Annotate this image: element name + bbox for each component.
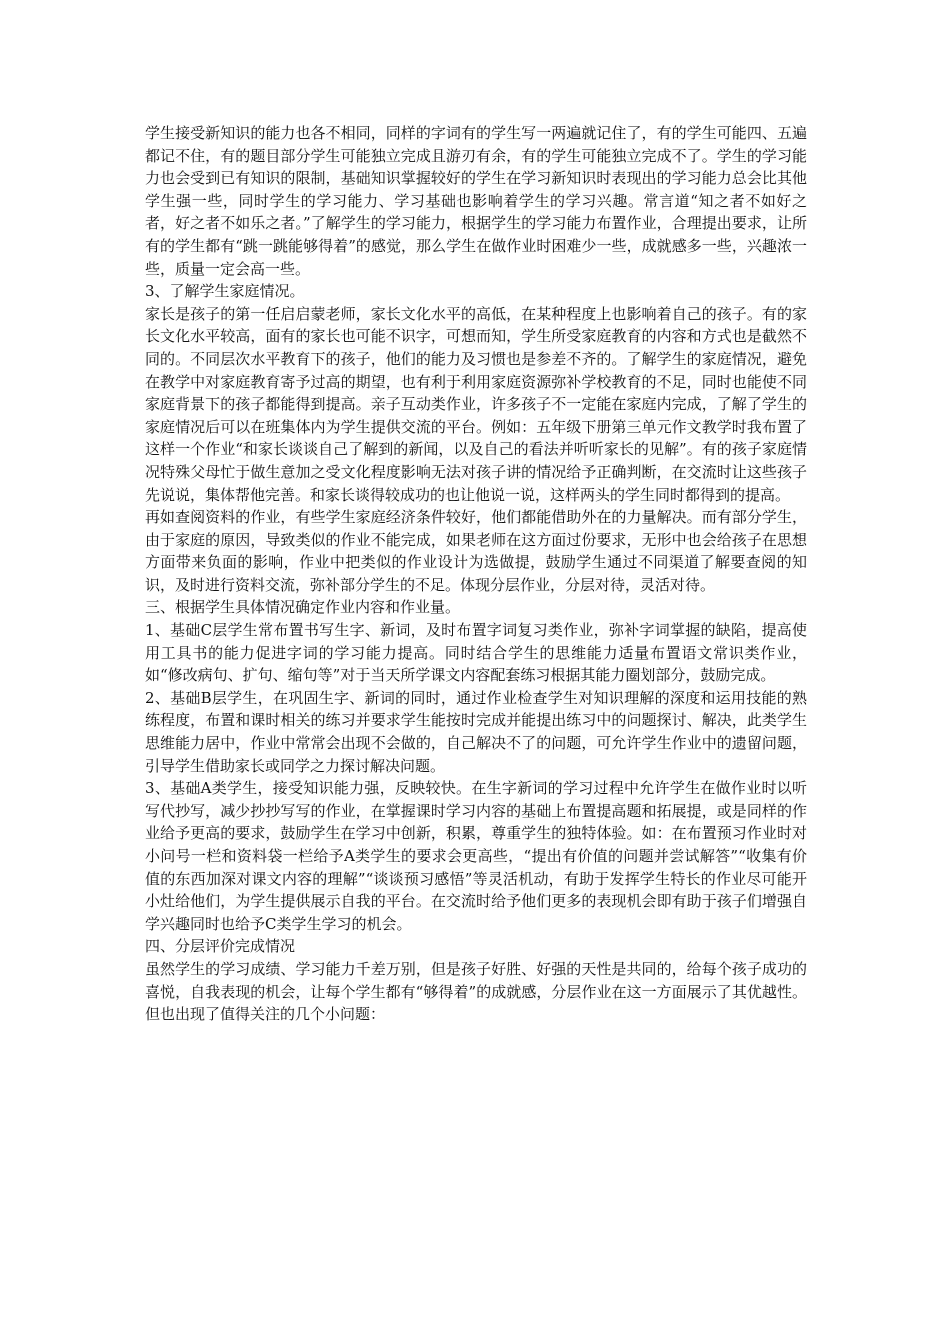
section-heading-three: 三、根据学生具体情况确定作业内容和作业量。 — [145, 598, 461, 617]
heading-family-situation: 3、了解学生家庭情况。 — [145, 282, 305, 301]
paragraph-research-homework: 再如查阅资料的作业，有些学生家庭经济条件较好，他们都能借助外在的力量解决。而有部分学生，由于家庭的原因，导致类似的作业不能完成，如果老师在这方面过份要求，无形中也会给孩子在思想方面带来负面的影响，作业中把类似的作业设计为选做提，鼓励学生通过不同渠道了解要查阅的知识，及时进行资料交流，弥补部分学生的不足。体现分层作业，分层对待，灵活对待。 — [145, 508, 807, 594]
paragraph-learning-ability: 学生接受新知识的能力也各不相同，同样的字词有的学生写一两遍就记住了，有的学生可能四、五遍都记不住，有的题目部分学生可能独立完成且游刃有余，有的学生可能独立完成不了。学生的学习能力也会受到已有知识的限制，基础知识掌握较好的学生在学习新知识时表现出的学习能力总会比其他学生强一些，同时学生的学习能力、学习基础也影响着学生的学习兴趣。常言道“知之者不如好之者，好之者不如乐之者。”了解学生的学习能力，根据学生的学习能力布置作业，合理提出要求，让所有的学生都有“跳一跳能够得着”的感觉，那么学生在做作业时困难少一些，成就感多一些，兴趣浓一些，质量一定会高一些。 — [145, 124, 807, 278]
paragraph-level-c: 1、基础C层学生常布置书写生字、新词，及时布置字词复习类作业，弥补字词掌握的缺陷，提高使用工具书的能力促进字词的学习能力提高。同时结合学生的思维能力适量布置语文常识类作业，如“修改病句、扩句、缩句等”对于当天所学课文内容配套练习根据其能力圈划部分，鼓励完成。 — [145, 621, 807, 685]
paragraph-parents: 家长是孩子的第一任启启蒙老师，家长文化水平的高低，在某种程度上也影响着自己的孩子。有的家长文化水平较高，面有的家长也可能不识字，可想而知，学生所受家庭教育的内容和方式也是截然不同的。不同层次水平教育下的孩子，他们的能力及习惯也是参差不齐的。了解学生的家庭情况，避免在教学中对家庭教育寄予过高的期望，也有利于利用家庭资源弥补学校教育的不足，同时也能使不同家庭背景下的孩子都能得到提高。亲子互动类作业，许多孩子不一定能在家庭内完成，了解了学生的家庭情况后可以在班集体内为学生提供交流的平台。例如：五年级下册第三单元作文教学时我布置了这样一个作业“和家长谈谈自己了解到的新闻，以及自己的看法并听听家长的见解”。有的孩子家庭情况特殊父母忙于做生意加之受文化程度影响无法对孩子讲的情况给予正确判断，在交流时让这些孩子先说说，集体帮他完善。和家长谈得较成功的也让他说一说，这样两头的学生同时都得到的提高。 — [145, 304, 807, 504]
paragraph-level-b: 2、基础B层学生，在巩固生字、新词的同时，通过作业检查学生对知识理解的深度和运用技能的熟练程度，布置和课时相关的练习并要求学生能按时完成并能提出练习中的问题探讨、解决，此类学生思维能力居中，作业中常常会出现不会做的，自己解决不了的问题，可允许学生作业中的遗留问题，引导学生借助家长或同学之力探讨解决问题。 — [145, 688, 807, 775]
paragraph-level-a: 3、基础A类学生，接受知识能力强，反映较快。在生字新词的学习过程中允许学生在做作业时以听写代抄写，减少抄抄写写的作业，在掌握课时学习内容的基础上布置提高题和拓展提，或是同样的作业给予更高的要求，鼓励学生在学习中创新，积累，尊重学生的独特体验。如：在布置预习作业时对小问号一栏和资料袋一栏给予A类学生的要求会更高些，“提出有价值的问题并尝试解答”“收集有价值的东西加深对课文内容的理解”“谈谈预习感悟”等灵活机动，有助于发挥学生特长的作业尽可能开小灶给他们，为学生提供展示自我的平台。在交流时给予他们更多的表现机会即有助于孩子们增强自学兴趣同时也给予C类学生学习的机会。 — [145, 779, 807, 933]
paragraph-evaluation: 虽然学生的学习成绩、学习能力千差万别，但是孩子好胜、好强的天性是共同的，给每个孩子成功的喜悦，自我表现的机会，让每个学生都有“够得着”的成就感，分层作业在这一方面展示了其优越性。但也出现了值得关注的几个小问题： — [145, 959, 807, 1024]
document-body — [145, 122, 807, 1026]
section-heading-four: 四、分层评价完成情况 — [145, 937, 296, 956]
